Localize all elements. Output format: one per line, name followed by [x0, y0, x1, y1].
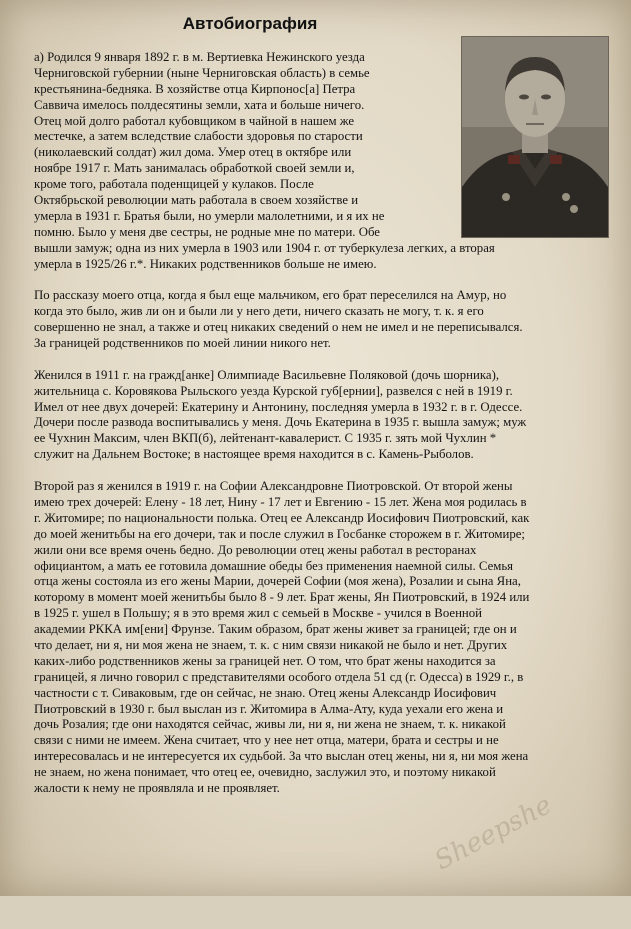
text-line: умерла в 1925/26 г.*. Никаких родственников больше не имею.: [34, 256, 377, 271]
text-line: частности с т. Сиваковым, где он сейчас, не знаю. Отец жены Александр Иосифович: [34, 685, 497, 700]
text-line: которому в момент моей женитьбы было 8 - 9 лет. Брат жены, Ян Пиотровский, в 1924 или: [34, 590, 530, 605]
text-line: умерла в 1931 г. Братья были, но умерли малолетними, и я их не: [34, 208, 385, 223]
text-line: имею трех дочерей: Елену - 18 лет, Нину - 17 лет и Евгению - 15 лет. Жена моя родилась в: [34, 494, 527, 509]
text-line: г. Житомире; по национальности полька. Отец ее Александр Иосифович Пиотровский, как: [34, 510, 530, 525]
page-title: Автобиография: [182, 14, 318, 33]
text-line: помню. Было у меня две сестры, не родные мне по матери. Обе: [34, 224, 380, 239]
text-line: совершенно не знал, а также и отец никаких сведений о нем не имел и не переписывался.: [34, 320, 523, 335]
text-line: а) Родился 9 января 1892 г. в м. Вертиевка Нежинского уезда: [34, 50, 365, 64]
text-line: Женился в 1911 г. на гражд[анке] Олимпиаде Васильевне Поляковой (дочь шорника),: [34, 367, 500, 382]
text-line: интересовалась и не интересуется их судьбой. За что выслан отец жены, ни я, ни моя жена: [34, 749, 529, 764]
text-line: Отец мой долго работал кубовщиком в чайной в нашем же: [34, 113, 355, 128]
text-line: ее Чухнин Максим, член ВКП(б), лейтенант-кавалерист. С 1935 г. зять мой Чухлин *: [34, 431, 497, 446]
text-line: академии РККА им[ени] Фрунзе. Таким образом, брат жены живет за границей; где он и: [34, 622, 517, 637]
text-line: жили они все время очень бедно. До революции отец жены работал в ресторанах: [34, 542, 477, 557]
text-line: служит на Дальнем Востоке; в настоящее время находится в с. Камень-Рыболов.: [34, 447, 474, 462]
text-line: отца жены состояла из его жены Марии, дочерей Софии (моя жена), Розалии и сына Яна,: [34, 574, 521, 589]
text-line: границей, я лично говорил с представителями особого отдела 51 сд (г. Одесса) в 1929 г., в: [34, 669, 524, 684]
text-line: жительница с. Коровякова Рыльского уезда Курской губ[ернии], развелся с ней в 1919 г.: [34, 383, 513, 398]
watermark: Sheepshe: [429, 790, 557, 877]
text-line: крестьянина-бедняка. В хозяйстве отца Кирпонос[а] Петра: [34, 81, 356, 96]
text-line: Второй раз я женился в 1919 г. на Софии Александровне Пиотровской. От второй жены: [34, 479, 513, 494]
text-line: По рассказу моего отца, когда я был еще мальчиком, его брат переселился на Амур, но: [34, 288, 507, 303]
text-line: каких-либо родственников жены за границей нет. О том, что брат жены находится за: [34, 653, 496, 668]
text-line: Черниговской губернии (ныне Черниговская область) в семье: [34, 65, 370, 80]
text-line: Имел от нее двух дочерей: Екатерину и Антонину, последняя умерла в 1932 г. в г. Одессе.: [34, 399, 523, 414]
text-line: официантом, а мать ее готовила домашние обеды без применения наемной силы. Семья: [34, 558, 514, 573]
text-line: Дочери после развода воспитывались у меня. Дочь Екатерина в 1935 г. вышла замуж; муж: [34, 415, 527, 430]
text-line: связи с ними не имеем. Жена считает, что у нее нет отца, матери, брата и сестры и не: [34, 733, 499, 748]
text-line: вышли замуж; одна из них умерла в 1903 или 1904 г. от туберкулеза легких, а вторая: [34, 240, 495, 255]
paragraph-gap: [34, 463, 608, 479]
text-line: до моей женитьбы на его дочери, так и после служил в Госбанке сторожем в г. Житомире;: [34, 526, 525, 541]
text-line: местечке, а затем вследствие слабости здоровья по старости: [34, 129, 363, 144]
text-line: в 1925 г. ушел в Польшу; я в это время жил с семьей в Москве - учился в Военной: [34, 606, 483, 621]
autobiography-text: [34, 50, 608, 797]
text-line: (николаевский солдат) жил дома. Умер отец в октябре или: [34, 145, 352, 160]
text-line: кроме того, работала поденщицей у кулаков. После: [34, 177, 314, 192]
text-line: За границей родственников по моей линии никого нет.: [34, 336, 331, 351]
text-line: что делает, ни я, ни моя жена не знаем, т. к. с ним связи никакой не было и нет. Других: [34, 637, 508, 652]
text-line: не знаем, но жена понимает, что отец ее, очевидно, заслужил это, и поэтому никакой: [34, 765, 496, 780]
text-line: Октябрьской революции мать работала в своем хозяйстве и: [34, 193, 359, 208]
text-line: Пиотровский в 1930 г. был выслан из г. Житомира в Алма-Ату, куда уехали его жена и: [34, 701, 504, 716]
paragraph-gap: [34, 352, 608, 368]
text-line: дочь Розалия; где они находятся сейчас, живы ли, ни я, ни жена не знаем, т. к. никакой: [34, 717, 506, 732]
text-line: когда это было, жив ли он и были ли у него дети, ничего сказать не могу, т. к. я его: [34, 304, 484, 319]
text-line: Саввича имелось полдесятины земли, хата и больше ничего.: [34, 97, 365, 112]
text-line: жалости к нему не проявляла и не проявляет.: [34, 780, 280, 795]
paragraph-gap: [34, 272, 608, 288]
text-line: ноябре 1917 г. Мать занималась обработкой своей земли и,: [34, 161, 355, 176]
